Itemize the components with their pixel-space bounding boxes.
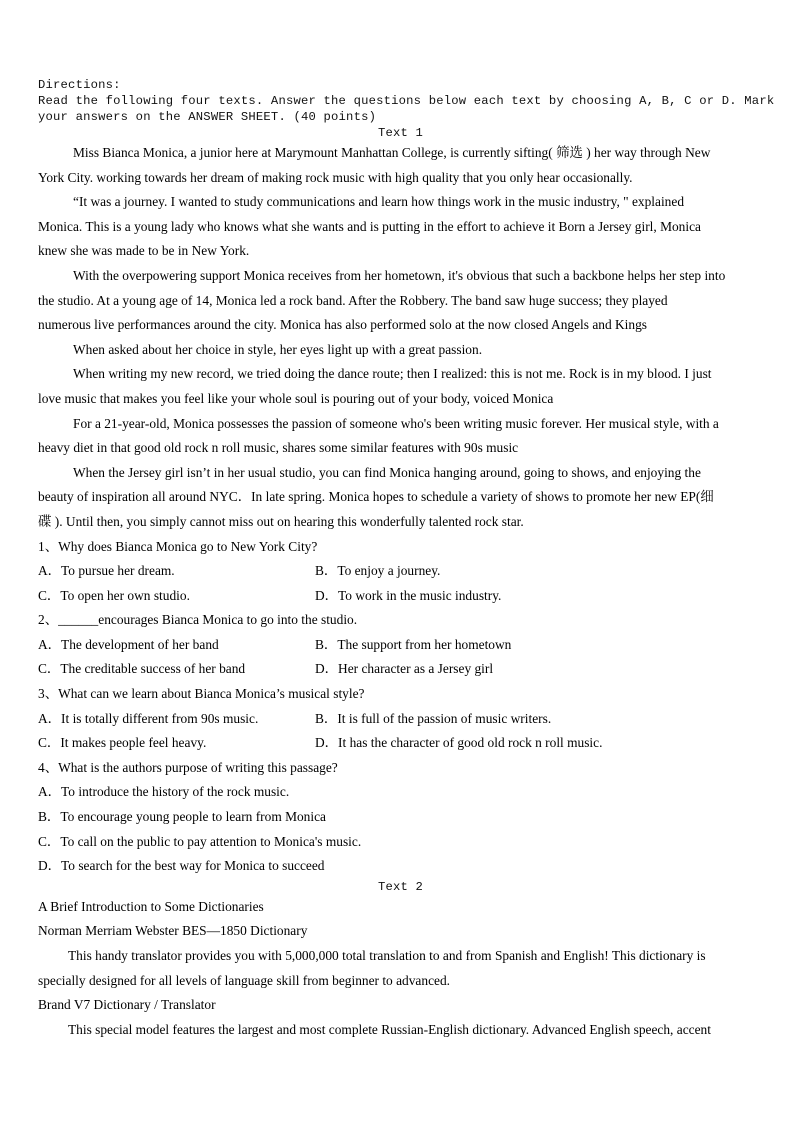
text1-passage <box>38 141 763 535</box>
passage-line: When the Jersey girl isn’t in her usual studio, you can find Monica hanging around, going to shows, and enjoying the <box>73 464 701 480</box>
passage-line: With the overpowering support Monica receives from her hometown, it's obvious that such a backbone helps her step into <box>73 267 726 283</box>
option-row <box>38 707 763 732</box>
directions-text: Read the following four texts. Answer the questions below each text by choosing A, B, C or D. Mark <box>38 94 775 108</box>
passage-line: A Brief Introduction to Some Dictionaries <box>38 898 264 914</box>
answer-option: D．It has the character of good old rock n roll music. <box>315 735 603 751</box>
document-page <box>38 77 775 1042</box>
answer-option: C．To call on the public to pay attention to Monica's music. <box>38 833 362 849</box>
option-row <box>38 731 763 756</box>
answer-option: B．It is full of the passion of music writers. <box>315 710 552 726</box>
passage-line: York City. working towards her dream of making rock music with high quality that you only hear occasionally. <box>38 169 633 185</box>
passage-line: the studio. At a young age of 14, Monica led a rock band. After the Robbery. The band saw huge success; they played <box>38 292 668 308</box>
passage-line: love music that makes you feel like your whole soul is pouring out of your body, voiced Monica <box>38 390 554 406</box>
option-row <box>38 805 763 830</box>
section-title: Text 1 <box>377 126 424 140</box>
question-stem: 2、______encourages Bianca Monica to go into the studio. <box>38 612 358 628</box>
passage-line: When writing my new record, we tried doing the dance route; then I realized: this is not me. Rock is in my blood. I just <box>73 366 712 382</box>
answer-option: D．Her character as a Jersey girl <box>315 661 494 677</box>
answer-option: A．The development of her band <box>38 636 219 652</box>
answer-option: C．It makes people feel heavy. <box>38 735 207 751</box>
answer-option: C．To open her own studio. <box>38 587 190 603</box>
passage-line: “It was a journey. I wanted to study communications and learn how things work in the music industry, " explained <box>73 194 685 210</box>
section-title: Text 2 <box>377 879 424 894</box>
answer-option: D．To search for the best way for Monica to succeed <box>38 858 325 874</box>
answer-option: A．To pursue her dream. <box>38 563 175 579</box>
answer-option: B．The support from her hometown <box>315 636 512 652</box>
passage-line: beauty of inspiration all around NYC．In late spring. Monica hopes to schedule a variety of shows to promote her new EP(细 <box>38 489 714 505</box>
answer-option: B．To enjoy a journey. <box>315 563 441 579</box>
passage-line: 碟 ). Until then, you simply cannot miss out on hearing this wonderfully talented rock star. <box>38 513 524 529</box>
option-row <box>38 830 763 855</box>
passage-line: When asked about her choice in style, her eyes light up with a great passion. <box>73 341 483 357</box>
answer-option: A．To introduce the history of the rock music. <box>38 784 290 800</box>
answer-option: A．It is totally different from 90s music. <box>38 710 259 726</box>
option-row <box>38 559 763 584</box>
passage-line: This handy translator provides you with 5,000,000 total translation to and from Spanish and English! This dictionary is <box>68 948 706 963</box>
option-row <box>38 657 763 682</box>
passage-line: Miss Bianca Monica, a junior here at Marymount Manhattan College, is currently sifting( 筛选 ) her way through New <box>73 145 711 160</box>
passage-line: knew she was made to be in New York. <box>38 243 250 259</box>
question-stem: 4、What is the authors purpose of writing this passage? <box>38 759 338 775</box>
text2-passage <box>38 895 763 1043</box>
text1-questions <box>38 535 763 879</box>
answer-option: D．To work in the music industry. <box>315 587 502 603</box>
option-row <box>38 584 763 609</box>
answer-option: B．To encourage young people to learn from Monica <box>38 809 326 825</box>
directions-heading: Directions: <box>38 78 121 92</box>
passage-line: Brand V7 Dictionary / Translator <box>38 997 216 1013</box>
option-row <box>38 633 763 658</box>
passage-line: Norman Merriam Webster BES—1850 Dictionary <box>38 923 308 939</box>
passage-line: heavy diet in that good old rock n roll music, shares some similar features with 90s music <box>38 440 519 456</box>
passage-line: For a 21-year-old, Monica possesses the passion of someone who's been writing music forever. Her musical style, with a <box>73 415 719 431</box>
option-row <box>38 780 763 805</box>
directions-text: your answers on the ANSWER SHEET. (40 points) <box>38 110 377 124</box>
question-stem: 3、What can we learn about Bianca Monica’s musical style? <box>38 686 365 702</box>
passage-line: numerous live performances around the city. Monica has also performed solo at the now closed Angels and Kings <box>38 317 647 333</box>
passage-line: specially designed for all levels of language skill from beginner to advanced. <box>38 972 450 988</box>
passage-line: Monica. This is a young lady who knows what she wants and is putting in the effort to achieve it Born a Jersey girl, Monica <box>38 218 701 234</box>
passage-line: This special model features the largest and most complete Russian-English dictionary. Advanced English speech, accent <box>68 1021 711 1037</box>
answer-option: C．The creditable success of her band <box>38 661 246 677</box>
question-stem: 1、Why does Bianca Monica go to New York City? <box>38 538 318 554</box>
option-row <box>38 854 763 879</box>
